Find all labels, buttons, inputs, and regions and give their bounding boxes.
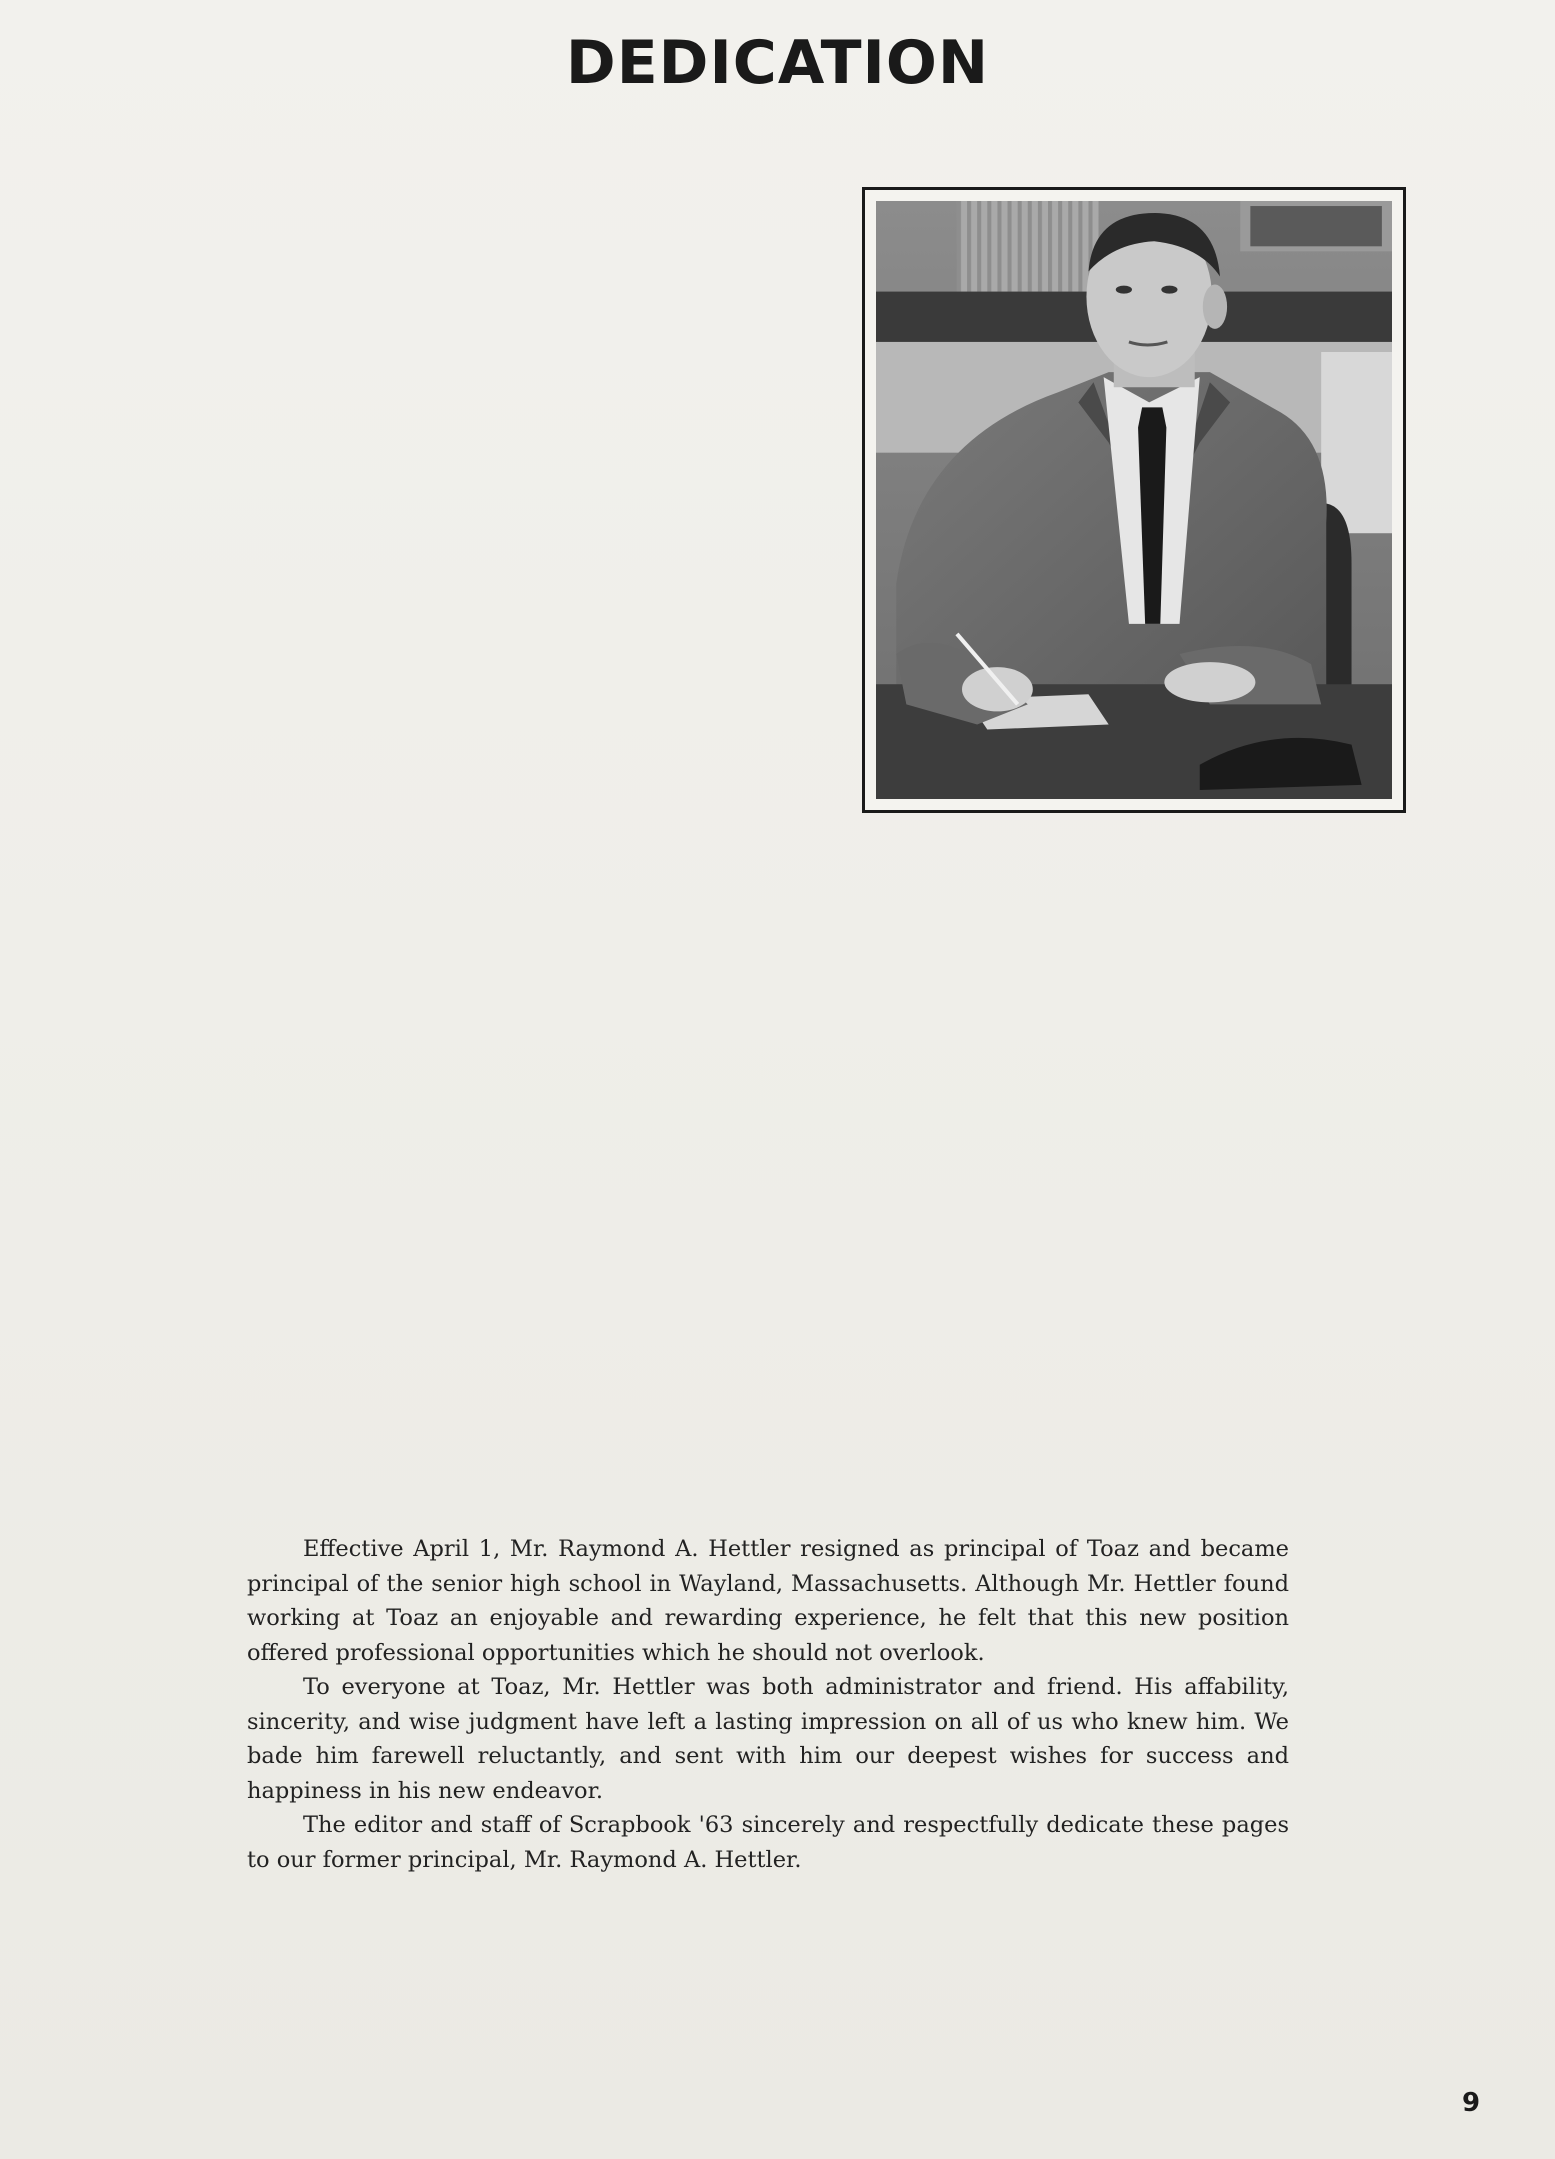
photo-frame <box>862 187 1406 813</box>
page-title: DEDICATION <box>565 28 990 98</box>
paragraph-2: To everyone at Toaz, Mr. Hettler was both administrator and friend. His affability, sincerity, and wise judgment have left a lasting impression on all of us who knew him. We bade him farewell reluctantly, and sent with him our deepest wishes for success and happiness in his new endeavor. <box>247 1674 1289 1804</box>
dedication-text <box>247 1532 1289 1877</box>
paragraph-1: Effective April 1, Mr. Raymond A. Hettler resigned as principal of Toaz and became principal of the senior high school in Wayland, Massachusetts. Although Mr. Hettler found working at Toaz an enjoyable and rewarding experience, he felt that this new position offered professional opportunities which he should not overlook. <box>247 1536 1289 1666</box>
portrait-photo <box>876 201 1392 799</box>
paragraph-3: The editor and staff of Scrapbook '63 sincerely and respectfully dedicate these pages to our former principal, Mr. Raymond A. Hettler. <box>247 1812 1289 1873</box>
page-number: 9 <box>1462 2088 1481 2118</box>
